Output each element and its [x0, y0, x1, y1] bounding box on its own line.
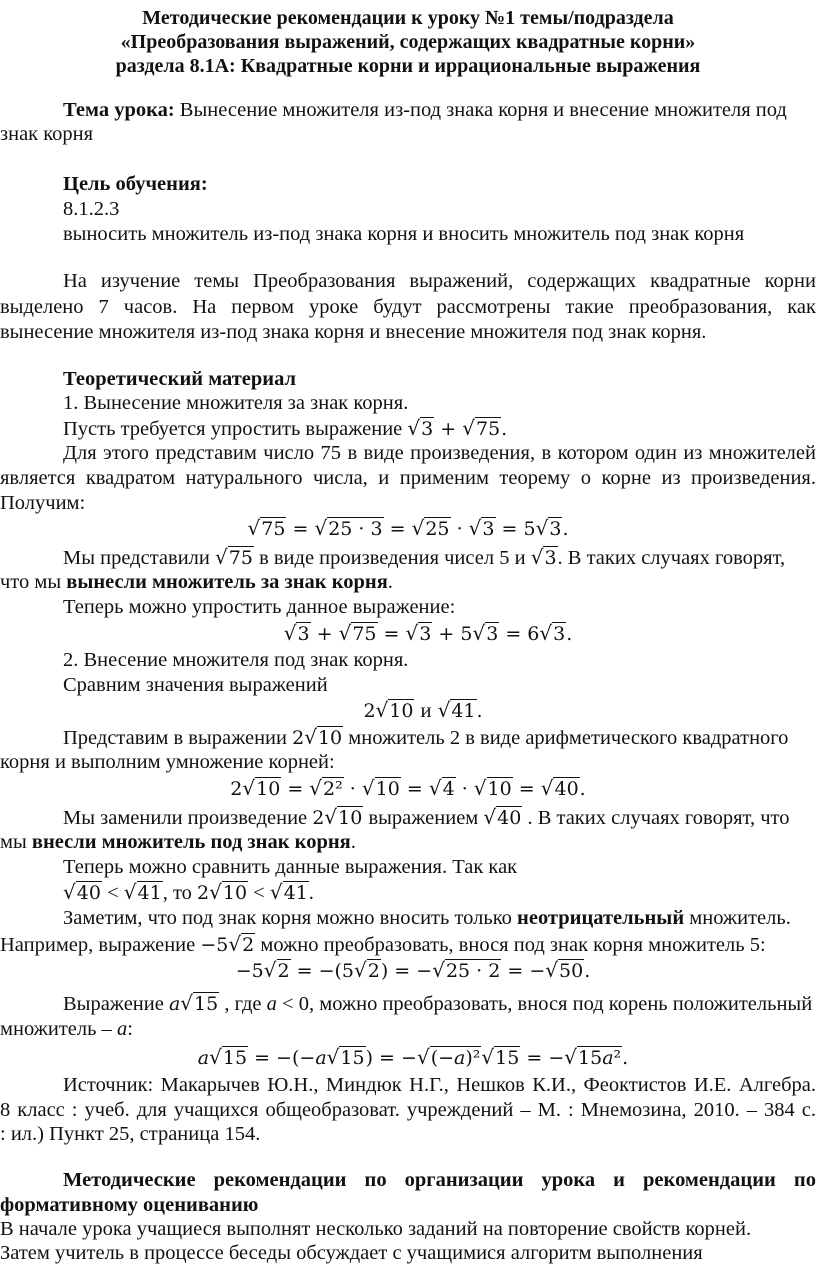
- theory-s8: Представим в выражении 2√10 множитель 2 в виде арифметического квадратного: [63, 725, 789, 749]
- theory-s11: √40 < √41, то 2√10 < √41.: [63, 880, 314, 904]
- formula-1: √75 = √25 · 3 = √25 · √3 = 5√3.: [247, 516, 569, 540]
- doc-title-line3: раздела 8.1А: Квадратные корни и иррациональные выражения: [115, 55, 701, 77]
- formula-3: 2√10 и √41.: [363, 698, 483, 722]
- goal-label: Цель обучения:: [63, 173, 208, 195]
- theory-s8c: корня и выполним умножение корней:: [0, 751, 335, 773]
- theory-s3b: является квадратом натурального числа, и применим теорему о корне из произведения.: [0, 467, 816, 489]
- methods-p1: В начале урока учащиеся выполнят несколько заданий на повторение свойств корней.: [0, 1218, 752, 1240]
- intro-line3: вынесение множителя из-под знака корня и внесение множителя под знак корня.: [0, 321, 707, 343]
- topic-line: [63, 97, 787, 123]
- theory-s7: Сравним значения выражений: [63, 674, 328, 696]
- theory-s12: Заметим, что под знак корня можно вносить только неотрицательный множитель.: [63, 907, 791, 929]
- theory-heading: Теоретический материал: [63, 368, 297, 390]
- intro-line1: На изучение темы Преобразования выражений, содержащих квадратные корни: [63, 270, 816, 292]
- goal-code: 8.1.2.3: [63, 198, 120, 220]
- theory-s3c: Получим:: [0, 492, 86, 514]
- methods-p2: Затем учитель в процессе беседы обсуждает с учащимися алгоритм выполнения: [0, 1242, 703, 1264]
- doc-title-line2: «Преобразования выражений, содержащих квадратные корни»: [120, 31, 696, 53]
- theory-s2: Пусть требуется упростить выражение √3 + √75.: [63, 416, 508, 440]
- formula-2: √3 + √75 = √3 + 5√3 = 6√3.: [283, 621, 573, 645]
- theory-s10: Теперь можно сравнить данные выражения. Так как: [63, 856, 518, 878]
- theory-s9-line2: мы внесли множитель под знак корня.: [0, 831, 356, 853]
- source-line3: : ил.) Пункт 25, страница 154.: [0, 1123, 261, 1145]
- theory-s14: Выражение a√15 , где a < 0, можно преобразовать, внося под корень положительный: [63, 991, 813, 1015]
- intro-line2: выделено 7 часов. На первом уроке будут рассмотрены такие преобразования, как: [0, 296, 816, 318]
- methods-heading-line2: формативному оцениванию: [0, 1194, 259, 1216]
- source-line2: 8 класс : учеб. для учащихся общеобразоват. учреждений – М. : Мнемозина, 2010. – 384 с.: [0, 1099, 816, 1121]
- formula-5: −5√2 = −(5√2) = −√25 · 2 = −√50.: [235, 958, 591, 982]
- theory-s1: 1. Вынесение множителя за знак корня.: [63, 392, 409, 414]
- theory-s4: Мы представили √75 в виде произведения чисел 5 и √3. В таких случаях говорят,: [63, 545, 786, 569]
- theory-s13: Например, выражение −5√2 можно преобразовать, внося под знак корня множитель 5:: [0, 932, 766, 956]
- doc-title-line1: Методические рекомендации к уроку №1 темы/подраздела: [142, 7, 674, 29]
- goal-text: выносить множитель из-под знака корня и вносить множитель под знак корня: [63, 223, 745, 245]
- theory-s9: Мы заменили произведение 2√10 выражением √40 . В таких случаях говорят, что: [63, 805, 790, 829]
- formula: √3 + √75.: [407, 416, 508, 440]
- methods-heading-line1: Методические рекомендации по организации урока и рекомендации по: [63, 1169, 816, 1191]
- theory-s4-line2: что мы вынесли множитель за знак корня.: [0, 571, 393, 593]
- topic-text: Вынесение множителя из-под знака корня и внесение множителя под: [174, 99, 787, 121]
- theory-s3a: Для этого представим число 75 в виде произведения, в котором один из множителей: [63, 442, 816, 464]
- source-line1: Источник: Макарычев Ю.Н., Миндюк Н.Г., Нешков К.И., Феоктистов И.Е. Алгебра.: [63, 1074, 816, 1096]
- theory-s5: Теперь можно упростить данное выражение:: [63, 596, 456, 618]
- topic-label: Тема урока:: [63, 99, 175, 121]
- theory-s6: 2. Внесение множителя под знак корня.: [63, 649, 409, 671]
- theory-s14-line2: множитель – a:: [0, 1018, 133, 1040]
- formula-6: a√15 = −(−a√15) = −√(−a)²√15 = −√15a².: [197, 1045, 629, 1069]
- topic-line2: знак корня: [0, 123, 94, 145]
- formula-4: 2√10 = √2² · √10 = √4 · √10 = √40.: [230, 776, 586, 800]
